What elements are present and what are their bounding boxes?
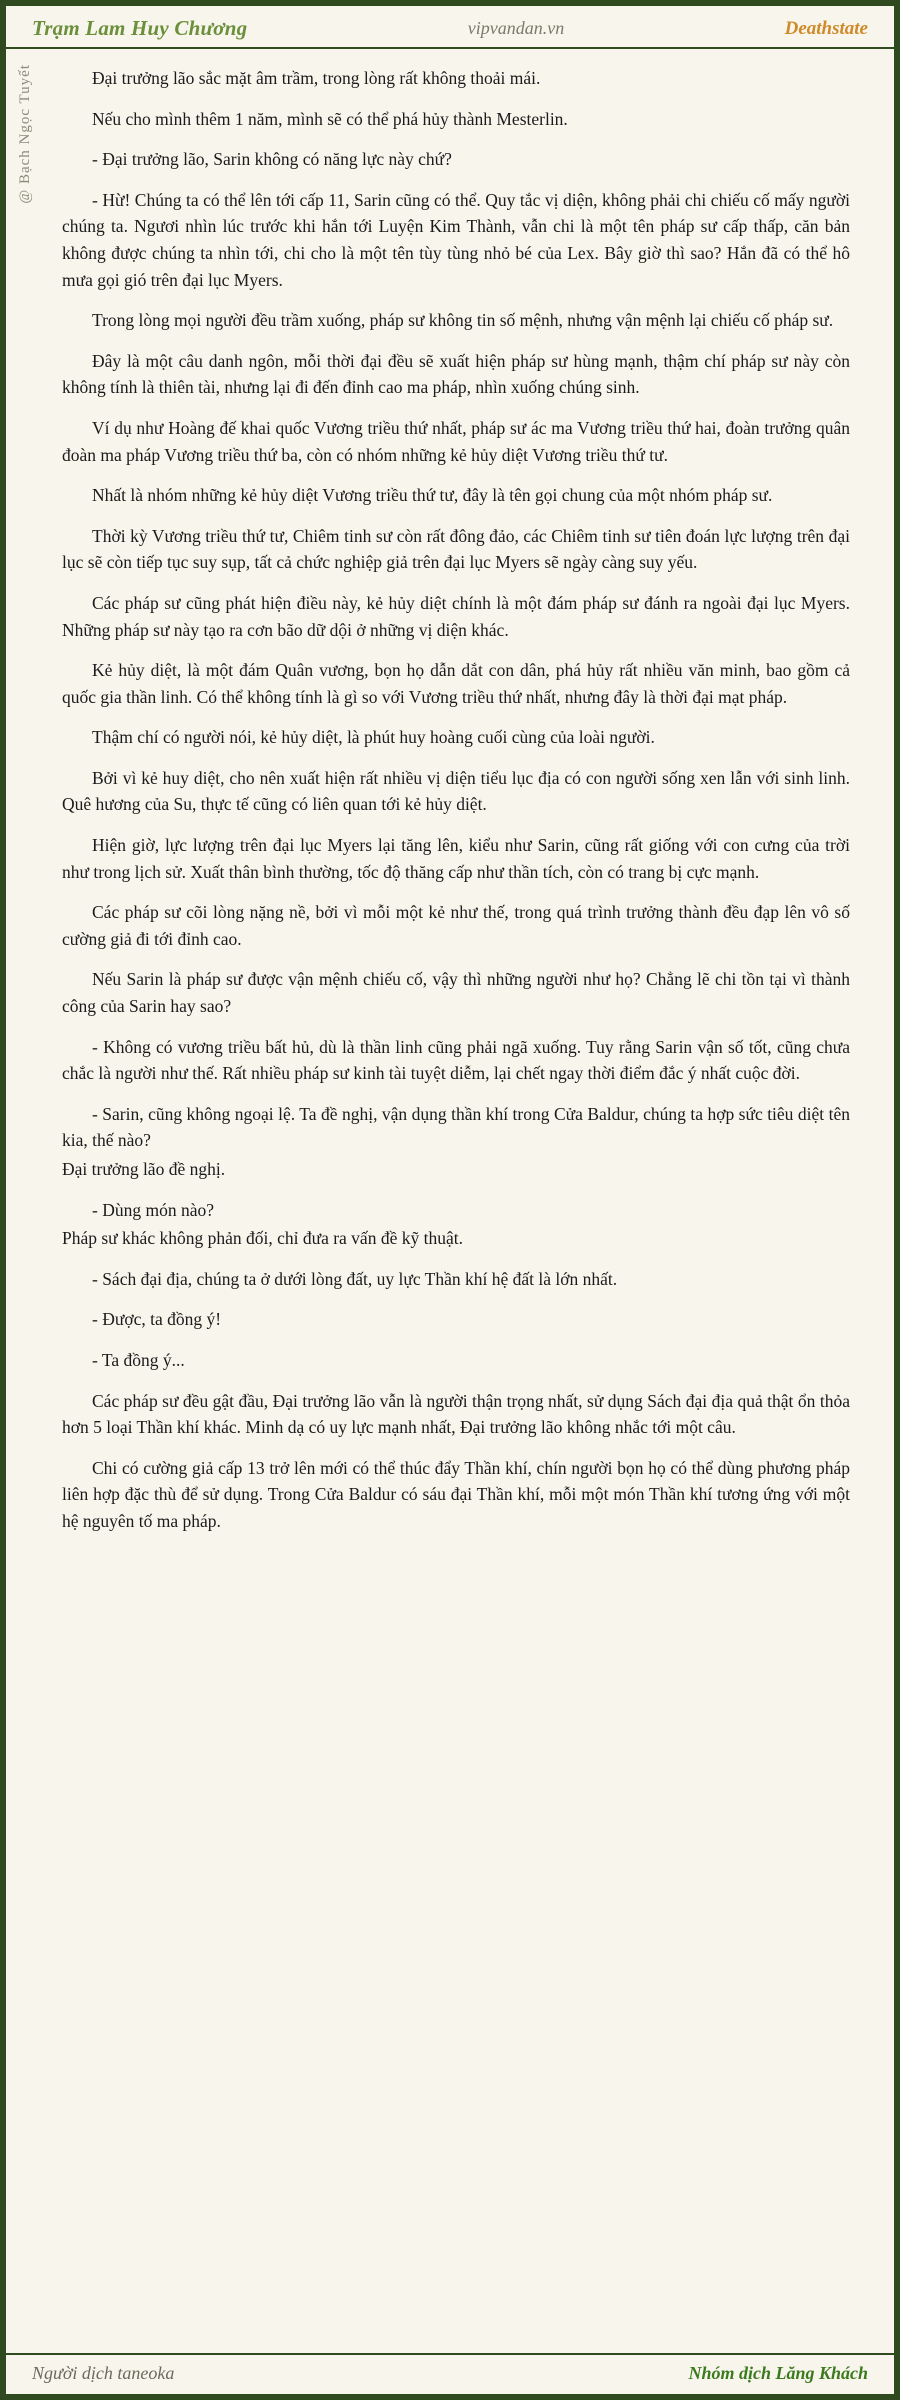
paragraph: - Ta đồng ý... [92, 1349, 185, 1370]
paragraph: - Hừ! Chúng ta có thể lên tới cấp 11, Sarin cũng có thể. Quy tắc vị diện, không phải chi chiếu cố mấy người chúng ta. Ngươi nhìn lúc trước khi hắn tới Luyện Kim Thành, vẫn chi là một tên pháp sư cấp thấp, căn bản không được chúng ta nhìn tới, chi cho là một tên tùy tùng nhỏ bé của Lex. Bây giờ thì sao? Hắn đã có thể hô mưa gọi gió trên đại lục Myers. [62, 189, 850, 290]
document-body [6, 49, 894, 1535]
paragraph: - Được, ta đồng ý! [92, 1309, 222, 1330]
paragraph: - Dùng món nào? [92, 1199, 214, 1220]
paragraph: Bởi vì kẻ huy diệt, cho nên xuất hiện rất nhiều vị diện tiểu lục địa có con người sống xen lẫn với sinh linh. Quê hương của Su, thực tế cũng có liên quan tới kẻ hủy diệt. [62, 767, 850, 815]
paragraph: Các pháp sư cõi lòng nặng nề, bởi vì mỗi một kẻ như thế, trong quá trình trưởng thành đều đạp lên vô số cường giả đi tới đỉnh cao. [62, 902, 850, 949]
side-watermark [8, 64, 42, 324]
paragraph: Thậm chí có người nói, kẻ hủy diệt, là phút huy hoàng cuối cùng của loài người. [92, 727, 655, 748]
paragraph: - Sách đại địa, chúng ta ở dưới lòng đất, uy lực Thần khí hệ đất là lớn nhất. [92, 1268, 618, 1289]
footer-group: Nhóm dịch Lăng Khách [688, 2363, 868, 2383]
page-footer [6, 2353, 894, 2394]
paragraph: Đại trưởng lão sắc mặt âm trầm, trong lòng rất không thoải mái. [92, 68, 541, 88]
footer-translator: Người dịch taneoka [32, 2363, 175, 2383]
paragraph: Trong lòng mọi người đều trầm xuống, pháp sư không tin số mệnh, nhưng vận mệnh lại chiếu cố pháp sư. [92, 310, 834, 331]
side-watermark-text: @ Bạch Ngọc Tuyết [16, 64, 33, 204]
paragraph: Đại trưởng lão đề nghị. [62, 1159, 226, 1179]
paragraph: Chi có cường giả cấp 13 trở lên mới có thể thúc đẩy Thần khí, chín người bọn họ có thể dùng phương pháp liên hợp đặc thù để sử dụng. Trong Cửa Baldur có sáu đại Thần khí, mỗi một món Thần khí tương ứng với một hệ nguyên tố ma pháp. [62, 1457, 850, 1531]
paragraph: Hiện giờ, lực lượng trên đại lục Myers lại tăng lên, kiểu như Sarin, cũng rất giống với con cưng của trời như trong lịch sử. Xuất thân bình thường, tốc độ thăng cấp như thần tích, còn có trang bị cực mạnh. [62, 835, 850, 882]
paragraph: - Đại trưởng lão, Sarin không có năng lực này chứ? [92, 149, 452, 170]
paragraph: Các pháp sư cũng phát hiện điều này, kẻ hủy diệt chính là một đám pháp sư đánh ra ngoài đại lục Myers. Những pháp sư này tạo ra cơn bão dữ dội ở những vị diện khác. [62, 592, 850, 640]
paragraph: Nhất là nhóm những kẻ hủy diệt Vương triều thứ tư, đây là tên gọi chung của một nhóm pháp sư. [92, 485, 773, 506]
header-site-name: vipvandan.vn [467, 18, 565, 38]
paragraph: Ví dụ như Hoàng đế khai quốc Vương triều thứ nhất, pháp sư ác ma Vương triều thứ hai, đoàn trưởng quân đoàn ma pháp Vương triều thứ ba, còn có nhóm những kẻ hủy diệt Vương triều thứ tư. [62, 417, 850, 465]
paragraph: Thời kỳ Vương triều thứ tư, Chiêm tinh sư còn rất đông đảo, các Chiêm tinh sư tiên đoán lực lượng trên đại lục sẽ còn tiếp tục suy sụp, tất cả chức nghiệp giả trên đại lục Myers sẽ ngày càng suy yếu. [62, 525, 850, 573]
paragraph: Nếu Sarin là pháp sư được vận mệnh chiếu cố, vậy thì những người như họ? Chẳng lẽ chi tồn tại vì thành công của Sarin hay sao? [62, 969, 850, 1017]
paragraph: Pháp sư khác không phản đối, chỉ đưa ra vấn đề kỹ thuật. [62, 1228, 463, 1249]
page-header [6, 6, 894, 49]
paragraph: - Không có vương triều bất hủ, dù là thần linh cũng phải ngã xuống. Tuy rằng Sarin vận số tốt, cũng chưa chắc là người như thế. Rất nhiều pháp sư kinh tài tuyệt diễm, lại chết ngay thời điểm đắc ý nhất cuộc đời. [62, 1036, 850, 1084]
paragraph: - Sarin, cũng không ngoại lệ. Ta đề nghị, vận dụng thần khí trong Cửa Baldur, chúng ta hợp sức tiêu diệt tên kia, thế nào? [62, 1103, 850, 1151]
page-inner [6, 6, 894, 2394]
paragraph: Kẻ hủy diệt, là một đám Quân vương, bọn họ dẫn dắt con dân, phá hủy rất nhiều văn minh, bao gồm cả quốc gia thần linh. Có thể không tính là gì so với Vương triều thứ nhất, nhưng đây là thời đại mạt pháp. [62, 660, 850, 707]
header-book-title: Trạm Lam Huy Chương [32, 16, 248, 40]
header-chapter-title: Deathstate [784, 17, 868, 39]
paragraph: Nếu cho mình thêm 1 năm, mình sẽ có thể phá hủy thành Mesterlin. [92, 108, 568, 129]
paragraph: Đây là một câu danh ngôn, mỗi thời đại đều sẽ xuất hiện pháp sư hùng mạnh, thậm chí pháp sư này còn không tính là thiên tài, nhưng lại đi đến đỉnh cao ma pháp, nhìn xuống chúng sinh. [62, 350, 850, 398]
paragraph: Các pháp sư đều gật đầu, Đại trưởng lão vẫn là người thận trọng nhất, sử dụng Sách đại địa quả thật ổn thỏa hơn 5 loại Thần khí khác. Minh dạ có uy lực mạnh nhất, Đại trưởng lão không nhắc tới một câu. [62, 1390, 850, 1438]
